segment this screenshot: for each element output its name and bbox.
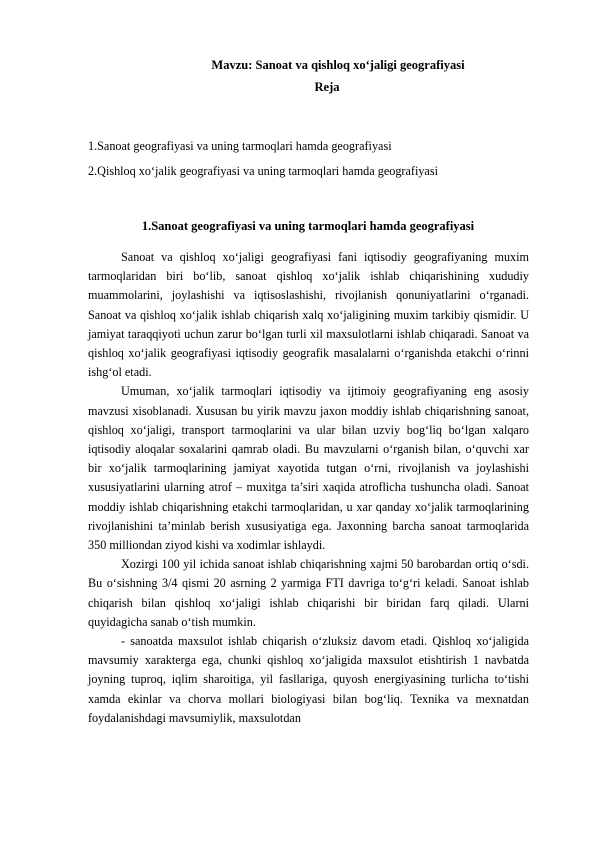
- section-heading: 1.Sanoat geografiyasi va uning tarmoqlari hamda geografiyasi: [141, 219, 475, 233]
- paragraph-1: Sanoat va qishloq xo‘jaligi geografiyasi fani iqtisodiy geografiyaning muxim tarmoqlaridan biri bo‘lib, sanoat qishloq xo‘jalik ishlab chiqarishining xududiy muammolarini, joylashishi va iqtisoslashishi, rivojlanish qonuniyatlarini o‘rganadi. Sanoat va qishloq xo‘jalik ishlab chiqarish xalq xo‘jaligining muxim tarkibiy qismidir. U jamiyat taraqqiyoti uchun zarur bo‘lgan turli xil maxsulotlarni ishlab chiqaradi. Sanoat va qishloq xo‘jalik geografiyasi iqtisodiy geografik masalalarni o‘rganishda etakchi o‘rinni ishg‘ol etadi.: [88, 250, 529, 380]
- paragraph-3: Xozirgi 100 yil ichida sanoat ishlab chiqarishning xajmi 50 barobardan ortiq o‘sdi. Bu o‘sishning 3/4 qismi 20 asrning 2 yarmiga FTI davriga to‘g‘ri keladi. Sanoat ishlab chiqarish bilan qishloq xo‘jaligi ishlab chiqarishi bir biridan farq qiladi. Ularni quyidagicha sanab o‘tish mumkin.: [88, 557, 529, 629]
- plan-item-1: 1.Sanoat geografiyasi va uning tarmoqlari hamda geografiyasi: [88, 139, 392, 153]
- plan-item-2: 2.Qishloq xo‘jalik geografiyasi va uning tarmoqlari hamda geografiyasi: [88, 164, 438, 178]
- document-title: Mavzu: Sanoat va qishloq xo‘jaligi geografiyasi: [211, 58, 465, 72]
- body-text: [88, 248, 529, 728]
- paragraph-4: - sanoatda maxsulot ishlab chiqarish o‘zluksiz davom etadi. Qishloq xo‘jaligida mavsumiy xarakterga ega, chunki qishloq xo‘jaligida maxsulot etishtirish 1 navbatda joyning tuproq, iqlim sharoitiga, yil fasllariga, quyosh energiyasining turlicha to‘tishi xamda ekinlar va chorva mollari biologiyasi bilan bog‘liq. Texnika va mexnatdan foydalanishdagi mavsumiylik, maxsulotdan: [88, 634, 529, 725]
- plan-heading: Reja: [314, 80, 340, 94]
- paragraph-2: Umuman, xo‘jalik tarmoqlari iqtisodiy va ijtimoiy geografiyaning eng asosiy mavzusi xisoblanadi. Xususan bu yirik mavzu jaxon moddiy ishlab chiqarishning sanoat, qishloq xo‘jaligi, transport tarmoqlarini va ular bilan uzviy bog‘liq bo‘lgan xalqaro iqtisodiy aloqalar soxalarini qamrab oladi. Bu mavzularni o‘rganish bilan, o‘quvchi xar bir xo‘jalik tarmoqlarining jamiyat xayotida tutgan o‘rni, rivojlanish va joylashishi xususiyatlarini ularning atrof – muxitga ta’siri xaqida atroflicha tushuncha oladi. Sanoat moddiy ishlab chiqarishning etakchi tarmoqlaridan, u xar qanday xo‘jalik tarmoqlarining rivojlanishini ta’minlab berish xususiyatiga ega. Jaxonning barcha sanoat tarmoqlarida 350 milliondan ziyod kishi va xodimlar ishlaydi.: [88, 384, 529, 553]
